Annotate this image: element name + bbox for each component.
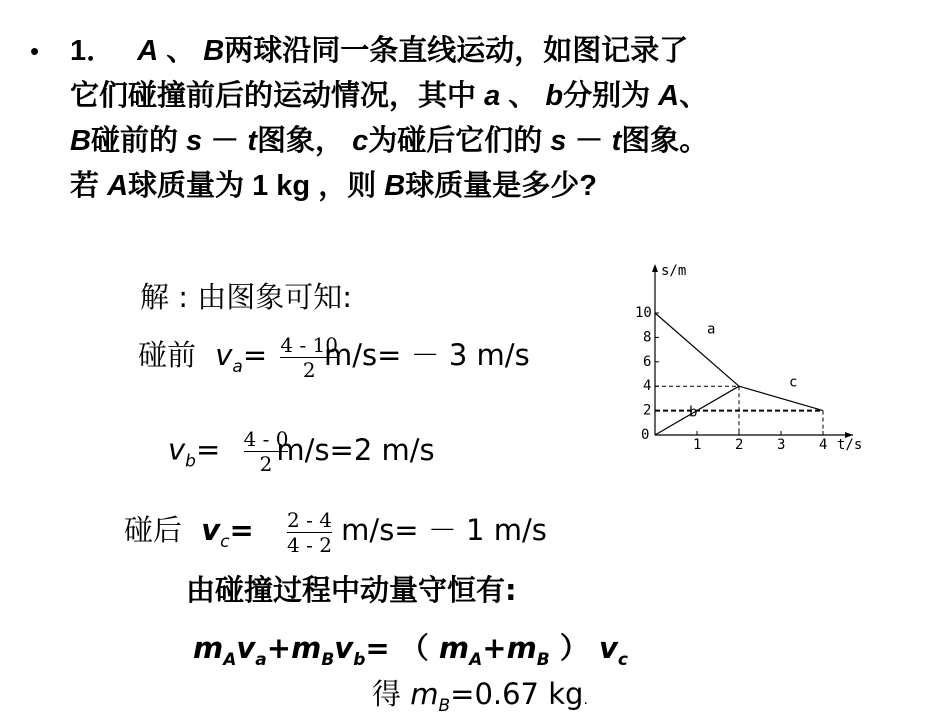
y-tick-label: 2 <box>643 402 652 419</box>
var-a: a <box>484 80 501 112</box>
var-v: v <box>598 631 618 665</box>
bullet: • <box>30 36 40 66</box>
var-B: B <box>70 125 91 157</box>
var-b: b <box>545 80 564 112</box>
var-A: A <box>658 80 680 112</box>
var-m: m <box>506 631 537 665</box>
plus: + <box>266 631 292 665</box>
var-B: B <box>203 35 225 67</box>
y-tick-label: 4 <box>643 378 652 395</box>
text: 球质量为 <box>128 170 245 202</box>
var-t: t <box>247 125 257 157</box>
sub: B <box>536 649 550 670</box>
x-tick-label: 4 <box>819 437 828 453</box>
problem-line-3 <box>70 123 708 160</box>
fraction-denominator: 2 <box>302 357 316 382</box>
var-s: s <box>550 125 567 157</box>
text: 碰前的 <box>90 125 178 157</box>
var-A: A <box>107 170 129 202</box>
x-tick-label: 3 <box>777 437 786 453</box>
va-result: m/s= － 3 m/s <box>324 338 530 372</box>
text: 图象， <box>256 125 344 157</box>
series-label-a: a <box>707 321 716 338</box>
sub: A <box>223 649 237 670</box>
var-v: v <box>215 338 233 372</box>
sub: B <box>321 649 335 670</box>
var-s: s <box>186 125 203 157</box>
sub-c: c <box>220 531 230 552</box>
text: 两球沿同一条直线运动，如图记录了 <box>224 35 689 67</box>
equals: = <box>229 513 254 547</box>
series-label-c: c <box>789 374 798 391</box>
result-value: =0.67 kg <box>450 677 584 711</box>
velocity-b-line <box>168 428 435 475</box>
problem-line-4 <box>70 168 597 205</box>
fraction-numerator: 4 - 0 <box>243 427 289 451</box>
equals: = <box>242 338 268 372</box>
before-label: 碰前 <box>138 338 197 372</box>
x-axis-label: t/s <box>837 437 863 453</box>
y-axis-arrow <box>652 264 658 272</box>
period: . <box>583 692 588 708</box>
velocity-a-line <box>138 333 530 381</box>
result-line <box>372 672 588 716</box>
y-tick-label: 8 <box>643 329 652 346</box>
y-tick-label: 10 <box>635 305 652 321</box>
var-A: A <box>137 35 159 67</box>
text: 它们碰撞前后的运动情况，其中 <box>70 80 477 112</box>
sub-B: B <box>438 695 451 716</box>
origin-label: 0 <box>641 427 650 443</box>
text: 、 <box>166 35 196 67</box>
equals: = <box>195 432 221 467</box>
y-axis-label: s/m <box>661 263 687 279</box>
text: 若 <box>70 170 100 202</box>
sub: c <box>617 649 628 670</box>
text: 、 <box>508 80 538 112</box>
text: 得 <box>372 677 411 711</box>
text: － <box>210 125 240 157</box>
text: 、 <box>679 80 709 112</box>
var-m: m <box>410 677 439 711</box>
var-v: v <box>334 631 354 665</box>
problem-line-1 <box>70 33 688 70</box>
var-m: m <box>438 631 470 665</box>
text: 分别为 <box>563 80 651 112</box>
fraction-denominator: 4 - 2 <box>287 532 332 557</box>
fraction-vc <box>287 509 332 556</box>
var-m: m <box>193 631 224 665</box>
solution-intro: 解 : 由图象可知: <box>140 280 352 314</box>
equals-paren: = （ <box>365 631 439 665</box>
sub: b <box>353 649 366 670</box>
var-v: v <box>236 631 256 665</box>
series-label-b: b <box>689 404 698 421</box>
text: 为碰后它们的 <box>368 125 543 157</box>
text: 球质量是多少? <box>405 170 597 202</box>
conservation-statement: 由碰撞过程中动量守恒有: <box>186 573 517 607</box>
var-t: t <box>611 125 622 157</box>
var-c: c <box>352 125 369 157</box>
velocity-c-line <box>124 508 547 556</box>
fraction-denominator: 2 <box>259 452 273 476</box>
sub: a <box>255 649 267 670</box>
y-tick-label: 6 <box>643 353 652 370</box>
text: 图象。 <box>621 125 709 157</box>
var-m: m <box>291 631 322 665</box>
plus: + <box>482 631 507 665</box>
sub-a: a <box>232 356 243 377</box>
fraction-numerator: 4 - 10 <box>280 332 339 357</box>
problem-line-2 <box>70 78 708 115</box>
var-v: v <box>168 432 186 467</box>
x-tick-label: 2 <box>735 437 744 453</box>
momentum-equation <box>193 626 628 670</box>
var-B: B <box>384 170 406 202</box>
text: － <box>574 125 604 157</box>
fraction-numerator: 2 - 4 <box>287 507 332 532</box>
series-line-c <box>739 386 823 410</box>
problem-number: 1． <box>70 35 116 67</box>
vb-result: m/s=2 m/s <box>276 432 435 467</box>
after-label: 碰后 <box>124 513 183 547</box>
close-paren: ） <box>549 631 599 665</box>
vc-result: m/s= － 1 m/s <box>331 513 547 547</box>
sub-b: b <box>185 451 196 472</box>
sub: A <box>469 649 483 670</box>
mass-value: 1 kg <box>252 170 311 202</box>
series-line-a <box>655 313 739 386</box>
var-v: v <box>201 513 221 547</box>
st-graph <box>625 258 865 458</box>
x-tick-label: 1 <box>693 437 702 453</box>
text: ，则 <box>318 170 377 202</box>
